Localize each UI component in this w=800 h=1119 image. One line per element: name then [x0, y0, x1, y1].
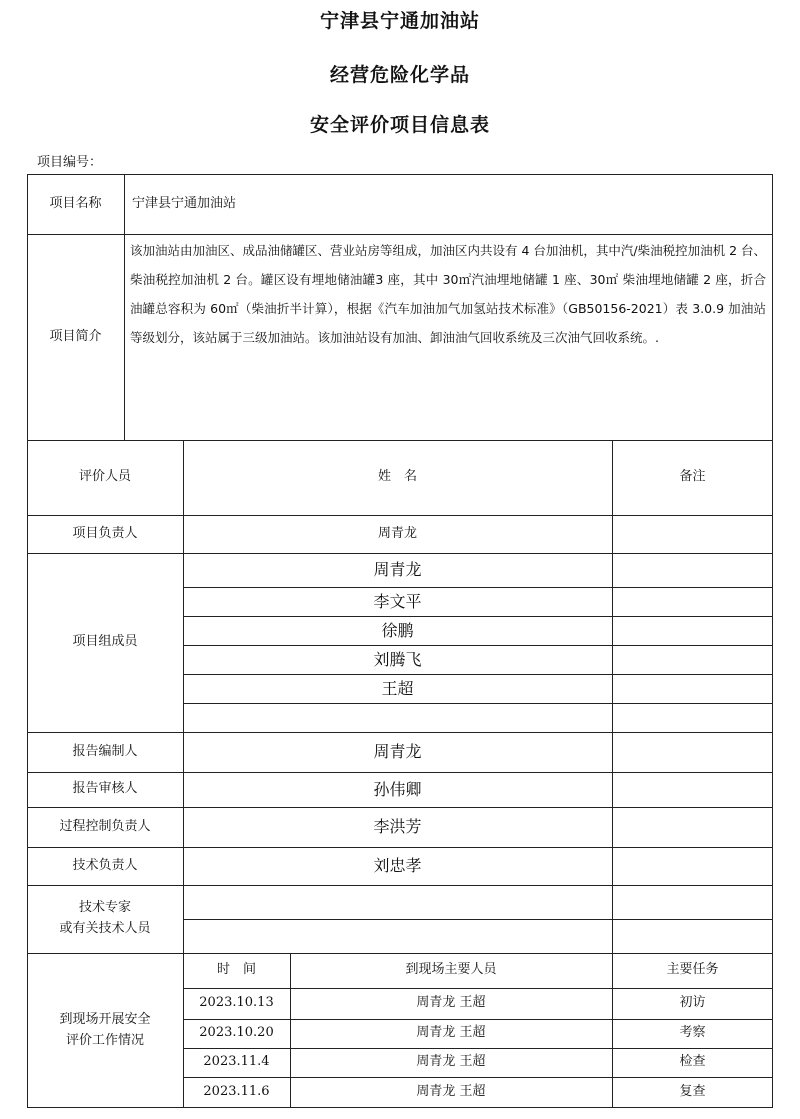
- visit-task: 考察: [679, 1025, 706, 1041]
- project-number-label: 项目编号：: [37, 155, 103, 170]
- report-writer-name: 周青龙: [373, 742, 422, 762]
- document-title: 宁津县宁通加油站: [319, 10, 480, 32]
- member-name: 李文平: [373, 591, 422, 611]
- project-intro-label: 项目简介: [49, 328, 102, 344]
- report-writer-label: 报告编制人: [72, 743, 138, 759]
- visit-date: 2023.10.20: [199, 1025, 274, 1041]
- visit-people: 周青龙 王超: [416, 1054, 486, 1070]
- visit-date: 2023.11.6: [203, 1084, 270, 1100]
- process-control-name: 李洪芳: [373, 817, 422, 837]
- reviewer-name: 孙伟卿: [373, 779, 422, 799]
- project-name-value: 宁津县宁通加油站: [132, 195, 237, 211]
- process-control-label: 过程控制负责人: [59, 818, 151, 834]
- reviewer-label: 报告审核人: [72, 781, 138, 797]
- document-subtitle: 经营危险化学品: [329, 64, 470, 86]
- expert-label-line-2: 或有关技术人员: [59, 921, 151, 936]
- visit-date: 2023.11.4: [203, 1054, 270, 1070]
- leader-name: 周青龙: [377, 525, 417, 541]
- members-label: 项目组成员: [72, 634, 138, 650]
- expert-label: [27, 885, 183, 953]
- visit-task: 检查: [679, 1054, 706, 1070]
- project-intro-text: 该加油站由加油区、成品油储罐区、营业站房等组成，加油区内共设有 4 台加油机，其中汽/柴油税控加油机 2 台、柴油税控加油机 2 台。罐区设有埋地储油罐3 座，其中 30㎡汽油埋地储罐 1 座、30㎡ 柴油埋地储罐 2 座，折合油罐总容积为 60㎡（柴油折半计算），根据《汽车加油加气加氢站技术标准》（GB50156-2021）表 3.0.9 加油站等级划分，该站属于三级加油站。该加油站设有加油、卸油油气回收系统及三次油气回收系统。.: [130, 243, 767, 345]
- site-visit-label-line-1: 到现场开展安全: [59, 1011, 151, 1027]
- visit-date: 2023.10.13: [199, 995, 274, 1011]
- member-name: 周青龙: [373, 560, 422, 580]
- visit-people: 周青龙 王超: [416, 995, 486, 1011]
- tech-lead-name: 刘忠孝: [373, 856, 422, 876]
- column-header-name: 姓 名: [377, 469, 417, 485]
- column-header-task: 主要任务: [666, 962, 719, 978]
- site-visit-label: [27, 953, 183, 1108]
- member-name: 王超: [381, 678, 414, 698]
- site-visit-label-line-2: 评价工作情况: [65, 1032, 144, 1048]
- document-form-title: 安全评价项目信息表: [309, 114, 490, 136]
- column-header-role: 评价人员: [78, 469, 131, 485]
- tech-lead-label: 技术负责人: [72, 857, 138, 873]
- visit-task: 复查: [679, 1084, 706, 1100]
- column-header-people: 到现场主要人员: [405, 962, 497, 978]
- project-name-label: 项目名称: [49, 195, 102, 211]
- visit-people: 周青龙 王超: [416, 1025, 486, 1041]
- visit-task: 初访: [679, 995, 706, 1011]
- leader-label: 项目负责人: [72, 525, 138, 541]
- column-header-time: 时 间: [216, 962, 256, 978]
- column-header-note: 备注: [679, 469, 706, 485]
- visit-people: 周青龙 王超: [416, 1084, 486, 1100]
- member-name: 刘腾飞: [373, 649, 422, 669]
- member-name: 徐鹏: [381, 620, 414, 640]
- expert-label-line-1: 技术专家: [78, 900, 131, 916]
